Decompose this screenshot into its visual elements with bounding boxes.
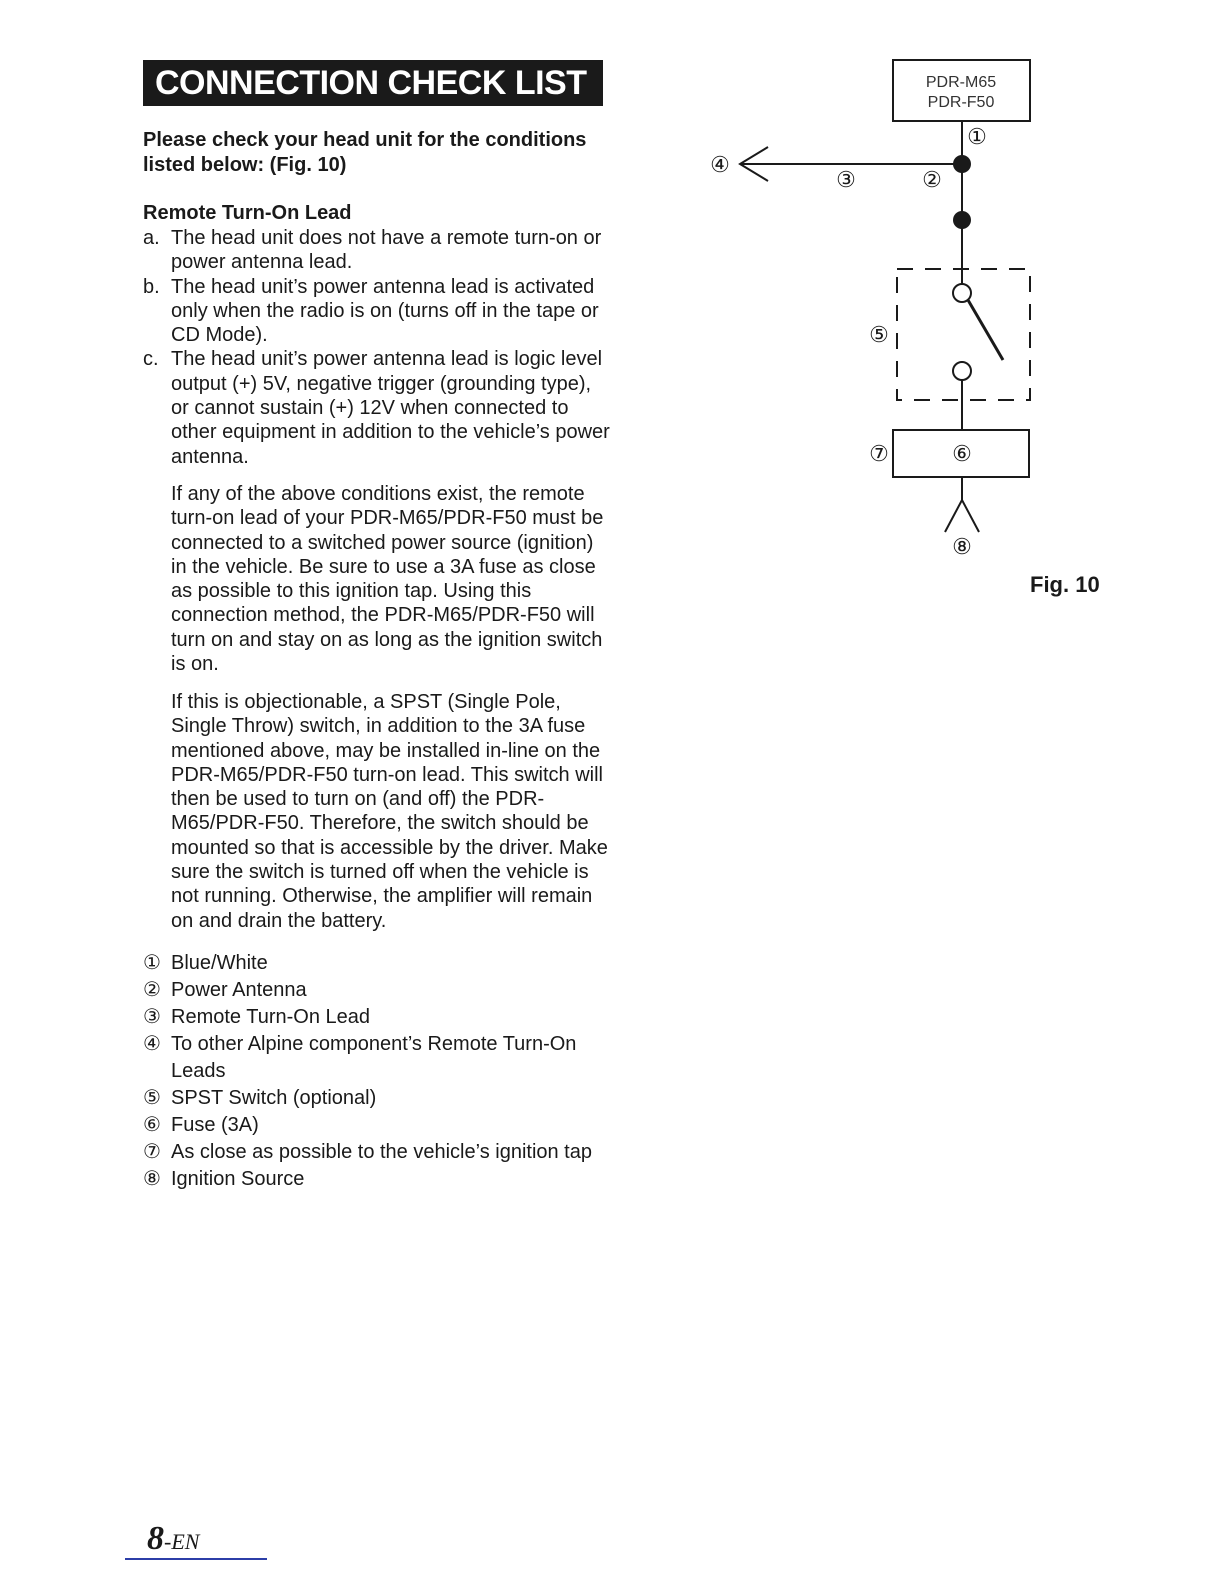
legend-item <box>143 1085 613 1112</box>
condition-text: The head unit’s power antenna lead is logic level output (+) 5V, negative trigger (grounding type), or cannot sustain (+) 12V when connected to other equipment in addition to the vehicle’s power antenna. <box>171 348 610 468</box>
page-footer <box>147 1520 199 1558</box>
legend-item <box>143 1139 613 1166</box>
legend-number: ① <box>143 952 161 974</box>
legend-number: ② <box>143 979 161 1001</box>
junction-dot <box>953 155 971 173</box>
legend-item <box>143 977 613 1004</box>
amplifier-model-2: PDR-F50 <box>927 94 995 111</box>
switch-contact-bottom <box>953 362 971 380</box>
callout-5: ⑤ <box>869 322 889 347</box>
callout-6: ⑥ <box>952 441 972 466</box>
legend-number: ④ <box>143 1033 161 1055</box>
callout-8: ⑧ <box>952 534 972 559</box>
legend-item <box>143 1031 613 1085</box>
figure-label: Fig. 10 <box>1030 572 1100 597</box>
condition-text: The head unit does not have a remote turn-on or power antenna lead. <box>171 227 602 274</box>
amplifier-model-1: PDR-M65 <box>925 74 997 91</box>
condition-text: The head unit’s power antenna lead is activated only when the radio is on (turns off in the tape or CD Mode). <box>171 275 599 347</box>
switch-contact-top <box>953 284 971 302</box>
wiring-diagram <box>690 50 1050 570</box>
legend-item <box>143 1112 613 1139</box>
legend-text: As close as possible to the vehicle’s ignition tap <box>171 1141 592 1163</box>
section-heading: Remote Turn-On Lead <box>143 202 352 224</box>
page-number: 8 <box>147 1520 164 1557</box>
junction-dot <box>953 211 971 229</box>
switch-gap <box>955 300 969 361</box>
callout-1: ① <box>967 124 987 149</box>
page-language-suffix: -EN <box>164 1529 200 1554</box>
condition-letter: b. <box>143 275 160 298</box>
switch-lever <box>968 300 1003 360</box>
legend-text: SPST Switch (optional) <box>171 1087 377 1109</box>
legend-item <box>143 1004 613 1031</box>
legend-list <box>143 950 613 1193</box>
footer-rule <box>125 1558 267 1560</box>
paragraph-spst-switch: If this is objectionable, a SPST (Single Pole, Single Throw) switch, in addition to the 3A fuse mentioned above, may be installed in-line on the PDR-M65/PDR-F50 turn-on lead. This switch will then be used to turn on (and off) the PDR-M65/PDR-F50. Therefore, the switch should be mounted so that is accessible by the driver. Make sure the switch is turned off when the vehicle is not running. Otherwise, the amplifier will remain on and drain the battery. <box>171 691 608 932</box>
condition-letter: a. <box>143 227 160 249</box>
paragraph-conditions-exist: If any of the above conditions exist, the remote turn-on lead of your PDR-M65/PDR-F50 must be connected to a switched power source (ignition) in the vehicle. Be sure to use a 3A fuse as close as possible to this ignition tap. Using this connection method, the PDR-M65/PDR-F50 will turn on and stay on as long as the ignition switch is on. <box>171 483 604 676</box>
legend-text: Remote Turn-On Lead <box>171 1006 370 1028</box>
legend-number: ⑦ <box>143 1141 161 1163</box>
legend-number: ⑧ <box>143 1168 161 1190</box>
condition-list <box>143 226 613 469</box>
legend-text: To other Alpine component’s Remote Turn-On Leads <box>171 1033 577 1082</box>
page-title: CONNECTION CHECK LIST <box>143 60 603 106</box>
legend-item <box>143 950 613 977</box>
legend-text: Fuse (3A) <box>171 1114 259 1136</box>
legend-item <box>143 1166 613 1193</box>
callout-3: ③ <box>836 167 856 192</box>
condition-item <box>143 347 613 468</box>
legend-text: Blue/White <box>171 952 268 974</box>
legend-number: ③ <box>143 1006 161 1028</box>
condition-item <box>143 275 613 348</box>
callout-4: ④ <box>710 152 730 177</box>
ignition-source-icon <box>945 500 979 532</box>
condition-item <box>143 226 613 275</box>
callout-7: ⑦ <box>869 441 889 466</box>
legend-number: ⑤ <box>143 1087 161 1109</box>
intro-text: Please check your head unit for the conditions listed below: (Fig. 10) <box>143 129 587 176</box>
condition-letter: c. <box>143 348 159 371</box>
legend-number: ⑥ <box>143 1114 161 1136</box>
legend-text: Ignition Source <box>171 1168 305 1190</box>
callout-2: ② <box>922 167 942 192</box>
legend-text: Power Antenna <box>171 979 307 1001</box>
